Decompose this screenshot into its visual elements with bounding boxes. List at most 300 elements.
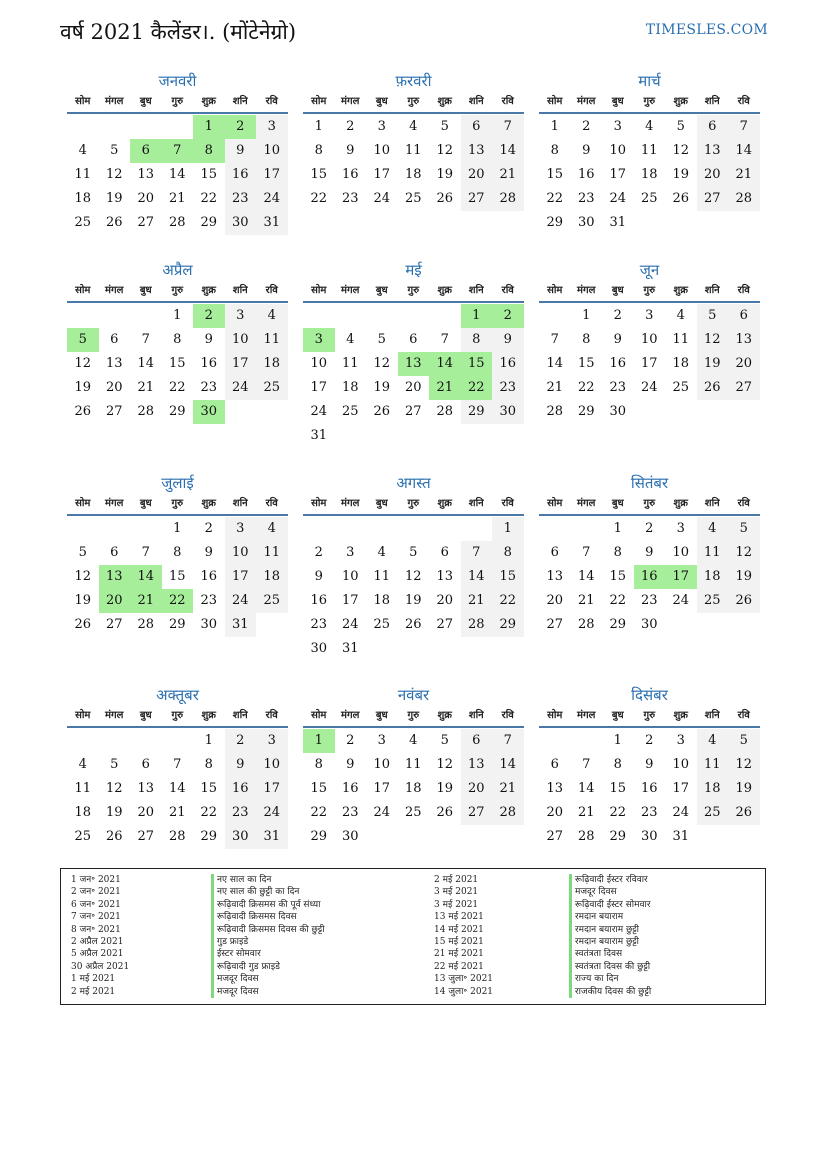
day-cell: 1: [550, 119, 559, 134]
day-cell: 30: [640, 617, 658, 632]
day-cell: 20: [461, 163, 493, 187]
day-cell: 22: [200, 191, 218, 206]
legend-date: 7 जन॰ 2021: [71, 912, 121, 923]
weekday-header: [539, 92, 760, 114]
legend-date: 13 जुला॰ 2021: [434, 974, 494, 985]
weekday-label: मंगल: [577, 285, 596, 296]
day-cell: 27: [461, 801, 493, 825]
weekday-label: गुरु: [171, 96, 184, 107]
day-cell: 21: [461, 589, 493, 613]
empty-cell: [130, 729, 162, 753]
legend-holiday-name: राज्य का दिन: [569, 973, 651, 985]
day-grid: [303, 729, 524, 849]
day-cell: 28: [137, 617, 155, 632]
day-cell: 20: [461, 777, 493, 801]
day-cell: 23: [310, 617, 328, 632]
day-cell: 20: [137, 805, 155, 820]
empty-cell: [99, 729, 131, 753]
day-cell: 26: [672, 191, 690, 206]
weekday-label: मंगल: [341, 710, 360, 721]
holiday-day-cell: 22: [461, 376, 493, 400]
day-cell: 5: [78, 545, 87, 560]
day-cell: 18: [74, 191, 92, 206]
weekday-label: शुक्र: [673, 285, 688, 296]
day-cell: 13: [436, 569, 454, 584]
day-cell: 27: [728, 376, 760, 400]
day-cell: 23: [492, 376, 524, 400]
day-cell: 24: [225, 589, 257, 613]
day-cell: 10: [341, 569, 359, 584]
day-cell: 31: [256, 825, 288, 849]
weekday-label: मंगल: [105, 96, 124, 107]
day-cell: 19: [728, 777, 760, 801]
month-name: अप्रैल: [162, 261, 193, 279]
weekday-label: गुरु: [643, 285, 656, 296]
day-cell: 24: [672, 805, 690, 820]
holiday-day-cell: 14: [130, 565, 162, 589]
day-cell: 3: [676, 521, 685, 536]
day-cell: 24: [341, 617, 359, 632]
empty-cell: [571, 517, 603, 541]
legend-holiday-name: स्वतंत्रता दिवस की छुट्टी: [569, 961, 651, 973]
day-cell: 16: [200, 356, 218, 371]
weekday-label: शनि: [232, 96, 248, 107]
day-cell: 9: [204, 545, 213, 560]
day-cell: 26: [74, 404, 92, 419]
day-cell: 10: [256, 753, 288, 777]
day-cell: 26: [105, 215, 123, 230]
day-cell: 27: [105, 617, 123, 632]
legend-holiday-name: मजदूर दिवस: [211, 986, 325, 998]
weekday-label: गुरु: [407, 498, 420, 509]
day-cell: 16: [640, 781, 658, 796]
day-cell: 8: [550, 143, 559, 158]
day-cell: 8: [613, 545, 622, 560]
day-cell: 18: [404, 781, 422, 796]
weekday-label: बुध: [611, 96, 624, 107]
weekday-label: बुध: [611, 710, 624, 721]
weekday-label: मंगल: [341, 96, 360, 107]
weekday-label: मंगल: [105, 285, 124, 296]
day-cell: 18: [697, 565, 729, 589]
day-cell: 9: [645, 757, 654, 772]
day-cell: 30: [225, 825, 257, 849]
day-cell: 15: [609, 781, 627, 796]
month-name: मई: [405, 261, 422, 279]
day-cell: 24: [225, 376, 257, 400]
month-name: सितंबर: [630, 474, 669, 492]
day-cell: 28: [577, 617, 595, 632]
day-cell: 18: [672, 356, 690, 371]
weekday-label: सोम: [311, 285, 327, 296]
day-cell: 4: [377, 545, 386, 560]
weekday-label: सोम: [75, 710, 91, 721]
day-cell: 31: [341, 641, 359, 656]
legend-date: 3 मई 2021: [434, 899, 479, 910]
day-cell: 31: [672, 829, 690, 844]
day-cell: 23: [200, 380, 218, 395]
day-cell: 29: [577, 404, 595, 419]
day-cell: 20: [436, 593, 454, 608]
day-cell: 13: [546, 781, 564, 796]
empty-cell: [461, 517, 493, 541]
day-cell: 15: [168, 569, 186, 584]
weekday-header: [303, 281, 524, 303]
weekday-label: सोम: [547, 498, 563, 509]
month-block: [303, 259, 524, 448]
empty-cell: [335, 517, 367, 541]
day-cell: 4: [409, 119, 418, 134]
day-cell: 2: [582, 119, 591, 134]
legend-holiday-name: नए साल की छुट्टी का दिन: [211, 886, 325, 898]
day-cell: 27: [546, 617, 564, 632]
day-cell: 29: [168, 617, 186, 632]
day-cell: 9: [582, 143, 591, 158]
day-cell: 17: [672, 781, 690, 796]
legend-date: 3 मई 2021: [434, 887, 479, 898]
weekday-label: बुध: [139, 498, 152, 509]
weekday-label: रवि: [737, 285, 750, 296]
day-cell: 19: [105, 805, 123, 820]
day-cell: 13: [137, 781, 155, 796]
day-cell: 20: [697, 163, 729, 187]
day-cell: 23: [225, 801, 257, 825]
empty-cell: [130, 517, 162, 541]
day-cell: 22: [200, 805, 218, 820]
legend-holiday-name: रूढ़िवादी गुड फ्राइडे: [211, 961, 325, 973]
day-cell: 9: [225, 139, 257, 163]
day-cell: 20: [404, 380, 422, 395]
day-cell: 14: [461, 565, 493, 589]
weekday-label: मंगल: [577, 710, 596, 721]
empty-cell: [366, 517, 398, 541]
day-cell: 4: [645, 119, 654, 134]
day-cell: 28: [728, 187, 760, 211]
day-cell: 28: [168, 215, 186, 230]
month-name: अक्तूबर: [156, 686, 199, 704]
empty-cell: [130, 115, 162, 139]
weekday-header: [67, 494, 288, 516]
day-cell: 26: [436, 191, 454, 206]
day-cell: 24: [256, 801, 288, 825]
day-cell: 27: [436, 617, 454, 632]
day-cell: 11: [256, 541, 288, 565]
month-name: अगस्त: [396, 474, 431, 492]
day-cell: 2: [225, 729, 257, 753]
weekday-header: [539, 281, 760, 303]
day-grid: [539, 729, 760, 849]
weekday-label: सोम: [311, 710, 327, 721]
weekday-label: बुध: [139, 96, 152, 107]
day-cell: 17: [609, 167, 627, 182]
day-cell: 14: [577, 781, 595, 796]
day-cell: 9: [613, 332, 622, 347]
day-cell: 1: [492, 517, 524, 541]
holiday-day-cell: 8: [193, 139, 225, 163]
weekday-header: [539, 706, 760, 728]
day-cell: 5: [697, 304, 729, 328]
legend-date: 2 मई 2021: [71, 986, 116, 997]
day-cell: 11: [697, 541, 729, 565]
day-cell: 30: [341, 829, 359, 844]
day-cell: 6: [550, 545, 559, 560]
day-cell: 12: [373, 356, 391, 371]
holiday-day-cell: 16: [634, 565, 666, 589]
holiday-day-cell: 20: [99, 589, 131, 613]
day-cell: 8: [582, 332, 591, 347]
legend-name-column: [569, 874, 651, 998]
day-cell: 11: [256, 328, 288, 352]
day-cell: 21: [492, 163, 524, 187]
weekday-label: बुध: [611, 285, 624, 296]
weekday-label: गुरु: [643, 96, 656, 107]
day-cell: 27: [137, 829, 155, 844]
month-block: [539, 684, 760, 849]
day-cell: 23: [640, 593, 658, 608]
day-cell: 9: [225, 753, 257, 777]
day-cell: 18: [341, 380, 359, 395]
day-cell: 2: [346, 733, 355, 748]
day-cell: 26: [404, 617, 422, 632]
day-cell: 21: [546, 380, 564, 395]
day-grid: [303, 304, 524, 448]
day-cell: 14: [546, 356, 564, 371]
day-cell: 11: [404, 143, 422, 158]
holiday-day-cell: 1: [461, 304, 493, 328]
day-cell: 7: [582, 757, 591, 772]
legend-date: 22 मई 2021: [434, 961, 484, 972]
weekday-label: शुक्र: [437, 498, 452, 509]
day-cell: 7: [141, 545, 150, 560]
weekday-label: शुक्र: [201, 710, 216, 721]
day-cell: 1: [173, 308, 182, 323]
empty-cell: [429, 304, 461, 328]
holiday-day-cell: 15: [461, 352, 493, 376]
day-cell: 2: [314, 545, 323, 560]
legend-holiday-name: नए साल का दिन: [211, 874, 325, 886]
day-cell: 28: [168, 829, 186, 844]
day-cell: 12: [74, 569, 92, 584]
day-cell: 17: [225, 352, 257, 376]
holiday-day-cell: 2: [225, 115, 257, 139]
day-cell: 4: [676, 308, 685, 323]
day-cell: 9: [314, 569, 323, 584]
day-cell: 28: [492, 801, 524, 825]
day-cell: 16: [492, 352, 524, 376]
legend-date: 2 अप्रैल 2021: [71, 936, 124, 947]
day-cell: 26: [697, 376, 729, 400]
weekday-label: सोम: [75, 285, 91, 296]
day-cell: 5: [409, 545, 418, 560]
legend-holiday-name: रूढ़िवादी क्रिसमस दिवस: [211, 911, 325, 923]
day-cell: 12: [728, 541, 760, 565]
holiday-day-cell: 22: [162, 589, 194, 613]
weekday-label: रवि: [265, 710, 278, 721]
day-cell: 5: [440, 733, 449, 748]
day-cell: 24: [640, 380, 658, 395]
empty-cell: [99, 115, 131, 139]
month-block: [67, 259, 288, 424]
day-cell: 17: [373, 781, 391, 796]
day-cell: 30: [310, 641, 328, 656]
legend-date: 8 जन॰ 2021: [71, 924, 121, 935]
legend-name-column: [211, 874, 325, 998]
day-cell: 8: [492, 541, 524, 565]
month-name: जनवरी: [158, 72, 197, 90]
day-cell: 1: [613, 521, 622, 536]
day-cell: 17: [256, 163, 288, 187]
empty-cell: [67, 517, 99, 541]
weekday-label: बुध: [611, 498, 624, 509]
day-cell: 7: [492, 115, 524, 139]
day-cell: 30: [200, 617, 218, 632]
day-cell: 25: [373, 617, 391, 632]
site-link[interactable]: TIMESLES.COM: [645, 22, 768, 38]
empty-cell: [67, 304, 99, 328]
weekday-header: [303, 92, 524, 114]
month-name: फ़रवरी: [395, 72, 432, 90]
day-cell: 21: [168, 191, 186, 206]
day-cell: 14: [137, 356, 155, 371]
weekday-label: शनि: [232, 710, 248, 721]
weekday-label: सोम: [547, 710, 563, 721]
empty-cell: [303, 304, 335, 328]
weekday-label: शुक्र: [201, 285, 216, 296]
day-cell: 23: [577, 191, 595, 206]
day-cell: 9: [346, 143, 355, 158]
legend-holiday-name: मजदूर दिवस: [569, 886, 651, 898]
weekday-header: [67, 281, 288, 303]
day-grid: [67, 729, 288, 849]
month-name: जुलाई: [161, 474, 194, 492]
holiday-day-cell: 7: [162, 139, 194, 163]
day-cell: 8: [314, 757, 323, 772]
legend-date: 15 मई 2021: [434, 936, 484, 947]
day-cell: 28: [436, 404, 454, 419]
day-cell: 16: [341, 781, 359, 796]
legend-holiday-name: मजदूर दिवस: [211, 973, 325, 985]
legend-date-column: [434, 874, 493, 998]
day-cell: 15: [609, 569, 627, 584]
day-cell: 31: [310, 428, 328, 443]
day-cell: 25: [697, 589, 729, 613]
day-cell: 18: [256, 352, 288, 376]
day-cell: 4: [78, 143, 87, 158]
weekday-label: मंगल: [341, 285, 360, 296]
day-cell: 3: [346, 545, 355, 560]
day-cell: 24: [609, 191, 627, 206]
weekday-header: [303, 706, 524, 728]
day-cell: 8: [204, 757, 213, 772]
day-cell: 7: [492, 729, 524, 753]
day-cell: 6: [110, 332, 119, 347]
weekday-label: रवि: [265, 285, 278, 296]
day-cell: 16: [609, 356, 627, 371]
weekday-label: गुरु: [171, 710, 184, 721]
day-cell: 10: [672, 757, 690, 772]
day-cell: 5: [676, 119, 685, 134]
empty-cell: [303, 517, 335, 541]
day-cell: 25: [256, 376, 288, 400]
day-grid: [539, 304, 760, 424]
weekday-label: शुक्र: [437, 96, 452, 107]
weekday-label: सोम: [75, 498, 91, 509]
weekday-label: शनि: [704, 498, 720, 509]
day-cell: 21: [577, 805, 595, 820]
day-cell: 2: [645, 521, 654, 536]
day-cell: 19: [404, 593, 422, 608]
day-cell: 25: [640, 191, 658, 206]
legend-date: 6 जन॰ 2021: [71, 899, 121, 910]
empty-cell: [67, 115, 99, 139]
day-cell: 25: [341, 404, 359, 419]
day-cell: 30: [640, 829, 658, 844]
day-cell: 17: [225, 565, 257, 589]
day-cell: 14: [492, 753, 524, 777]
weekday-label: मंगल: [341, 498, 360, 509]
month-block: [303, 70, 524, 211]
weekday-label: सोम: [311, 498, 327, 509]
page-title: वर्ष 2021 कैलेंडर।. (मोंटेनेग्रो): [60, 20, 297, 44]
empty-cell: [335, 304, 367, 328]
day-cell: 20: [728, 352, 760, 376]
weekday-label: रवि: [265, 96, 278, 107]
day-cell: 12: [728, 753, 760, 777]
day-cell: 6: [409, 332, 418, 347]
day-cell: 26: [436, 805, 454, 820]
day-cell: 1: [582, 308, 591, 323]
holiday-day-cell: 14: [429, 352, 461, 376]
day-cell: 9: [645, 545, 654, 560]
weekday-label: शुक्र: [201, 96, 216, 107]
day-cell: 15: [492, 565, 524, 589]
day-cell: 1: [204, 733, 213, 748]
weekday-label: रवि: [501, 96, 514, 107]
day-cell: 3: [225, 517, 257, 541]
day-cell: 22: [609, 805, 627, 820]
day-cell: 18: [697, 777, 729, 801]
weekday-label: शनि: [704, 710, 720, 721]
weekday-label: रवि: [737, 498, 750, 509]
day-cell: 25: [672, 380, 690, 395]
empty-cell: [130, 304, 162, 328]
weekday-label: गुरु: [171, 285, 184, 296]
weekday-label: शुक्र: [673, 710, 688, 721]
weekday-label: बुध: [375, 285, 388, 296]
weekday-label: सोम: [311, 96, 327, 107]
day-cell: 1: [173, 521, 182, 536]
weekday-label: गुरु: [407, 285, 420, 296]
day-cell: 7: [141, 332, 150, 347]
day-cell: 21: [492, 777, 524, 801]
day-cell: 23: [640, 805, 658, 820]
day-cell: 10: [373, 757, 391, 772]
empty-cell: [99, 517, 131, 541]
day-cell: 15: [200, 781, 218, 796]
day-cell: 17: [256, 777, 288, 801]
legend-holiday-name: ईस्टर सोमवार: [211, 948, 325, 960]
day-cell: 3: [225, 304, 257, 328]
day-cell: 29: [310, 829, 328, 844]
weekday-header: [303, 494, 524, 516]
day-cell: 2: [204, 521, 213, 536]
day-cell: 16: [577, 167, 595, 182]
day-cell: 13: [105, 356, 123, 371]
day-cell: 9: [492, 328, 524, 352]
day-cell: 31: [225, 613, 257, 637]
day-cell: 8: [461, 328, 493, 352]
day-grid: [303, 517, 524, 661]
